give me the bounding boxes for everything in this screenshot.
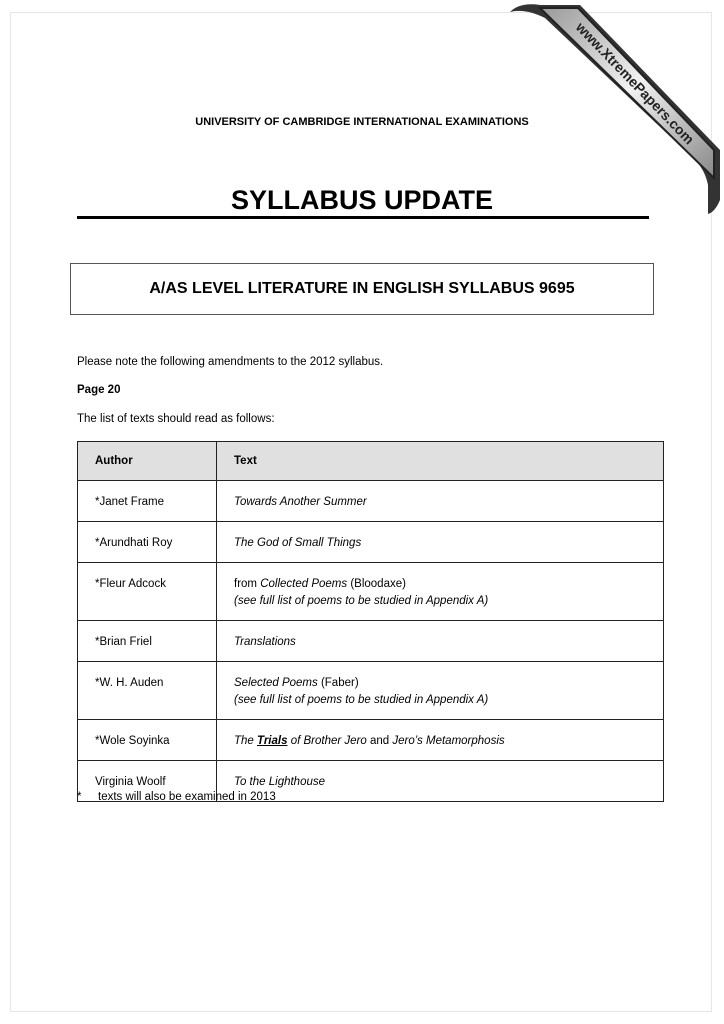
header-text: Text	[217, 442, 664, 481]
page-title: SYLLABUS UPDATE	[230, 185, 493, 215]
footnote	[77, 791, 276, 803]
table-header-row	[78, 442, 664, 481]
text-note: (see full list of poems to be studied in Appendix A)	[234, 595, 489, 607]
institution-name: UNIVERSITY OF CAMBRIDGE INTERNATIONAL EXAMINATIONS	[195, 116, 529, 128]
text-cell	[217, 563, 664, 621]
table-row	[78, 563, 664, 621]
text-part: and	[366, 735, 393, 747]
text-title: Selected Poems	[234, 677, 318, 689]
author-cell: *W. H. Auden	[78, 662, 217, 720]
author-cell: *Wole Soyinka	[78, 720, 217, 761]
text-part: of Brother Jero	[287, 735, 367, 747]
intro-text: The list of texts should read as follows:	[77, 413, 275, 425]
text-publisher: (Faber)	[317, 677, 359, 689]
text-cell	[217, 720, 664, 761]
author-cell: *Fleur Adcock	[78, 563, 217, 621]
author-cell: *Arundhati Roy	[78, 522, 217, 563]
footnote-mark: *	[77, 791, 82, 803]
syllabus-heading: A/AS LEVEL LITERATURE IN ENGLISH SYLLABUS 9695	[149, 280, 575, 297]
title-rule	[77, 216, 649, 219]
syllabus-heading-box	[70, 263, 654, 315]
footnote-text: texts will also be examined in 2013	[98, 791, 276, 803]
text-part: Jero’s Metamorphosis	[392, 735, 505, 747]
text-cell: The God of Small Things	[217, 522, 664, 563]
text-note: (see full list of poems to be studied in Appendix A)	[234, 694, 489, 706]
text-prefix: from	[234, 578, 261, 590]
text-cell: To the Lighthouse	[217, 761, 664, 802]
author-cell: Virginia Woolf	[78, 761, 217, 802]
text-cell: Towards Another Summer	[217, 481, 664, 522]
table-row	[78, 621, 664, 662]
header-author: Author	[78, 442, 217, 481]
table-row	[78, 720, 664, 761]
page-reference: Page 20	[77, 384, 121, 396]
author-cell: *Janet Frame	[78, 481, 217, 522]
text-part: The	[234, 735, 258, 747]
table-row	[78, 522, 664, 563]
text-amended-word: Trials	[257, 735, 288, 747]
text-cell: Translations	[217, 621, 664, 662]
text-cell	[217, 662, 664, 720]
text-publisher: (Bloodaxe)	[347, 578, 406, 590]
author-cell: *Brian Friel	[78, 621, 217, 662]
text-title: Collected Poems	[260, 578, 348, 590]
texts-table	[77, 441, 664, 802]
watermark-text: www.XtremePapers.com	[572, 18, 698, 148]
amendment-note: Please note the following amendments to the 2012 syllabus.	[77, 356, 384, 368]
table-row	[78, 481, 664, 522]
table-row	[78, 662, 664, 720]
